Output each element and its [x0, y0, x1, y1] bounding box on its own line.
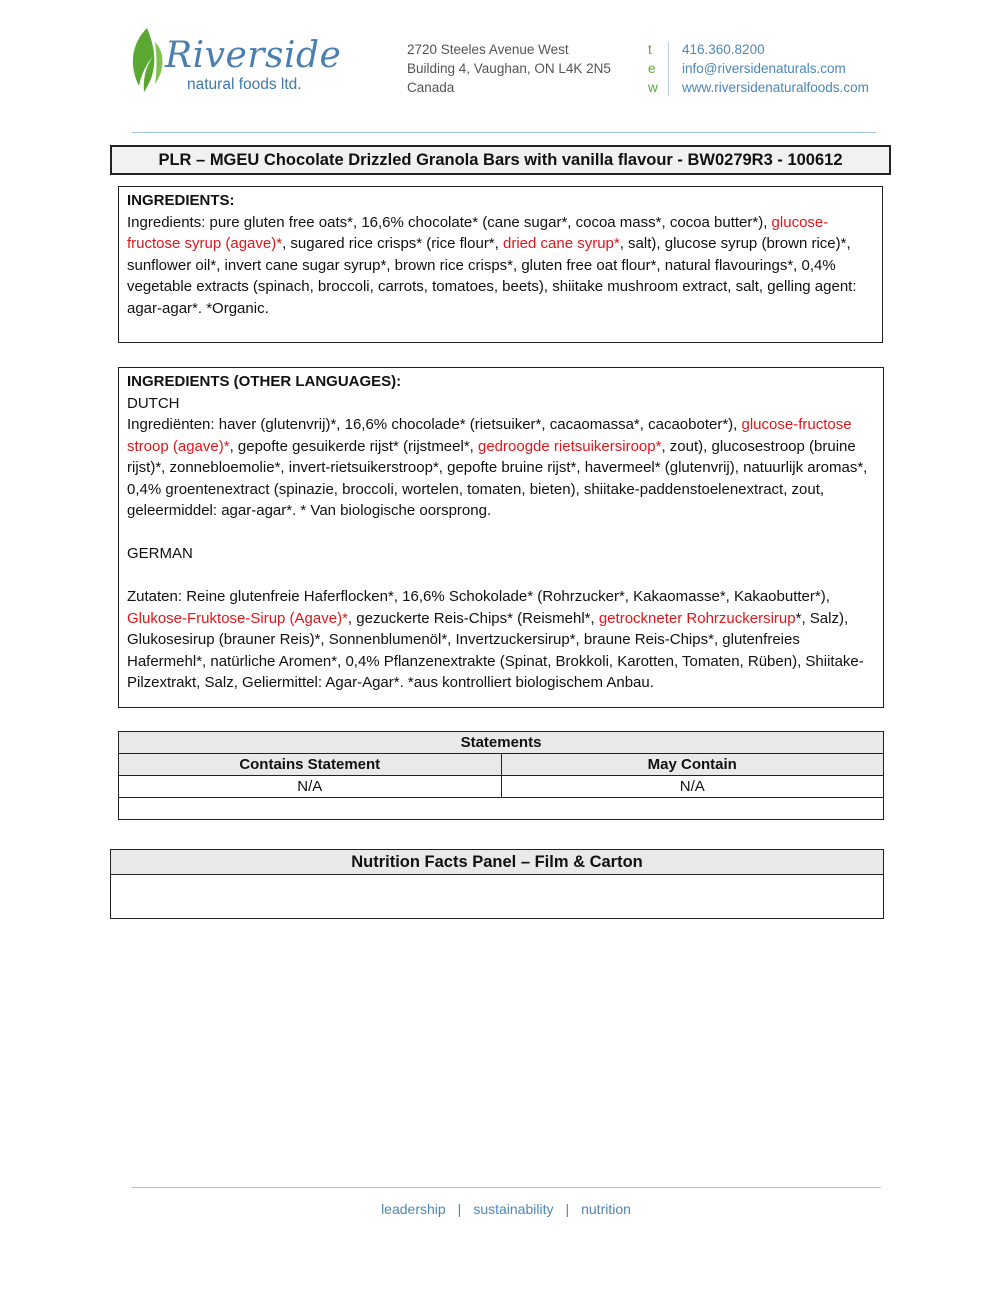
ingredients-heading: INGREDIENTS: [127, 192, 235, 209]
highlighted-ingredient: Glukose-Fruktose-Sirup (Agave)* [127, 609, 348, 627]
ingredients-text-part: , gepofte gesuikerde rijst* (rijstmeel*, [229, 437, 478, 455]
address-line: Building 4, Vaughan, ON L4K 2N5 [407, 61, 611, 76]
table-row [119, 754, 884, 776]
contains-statement-header: Contains Statement [119, 754, 502, 776]
phone-label: t [648, 42, 652, 57]
statements-table [118, 731, 884, 820]
footer-separator: | [457, 1201, 462, 1217]
statements-title: Statements [119, 732, 884, 754]
footer-item: sustainability [473, 1201, 554, 1217]
empty-row-cell [119, 798, 884, 820]
ingredients-text-part: , salt), glucose syrup (brown rice)*, sunflower oil*, invert cane sugar syrup*, brown rice crisps*, gluten free oat flour*, natural flavourings*, 0,4% vegetable extracts (spinach, broccoli, carrots, tomatoes, beets), shiitake mushroom extract, salt, gelling agent: agar-agar*. *Organic. [127, 235, 857, 317]
highlighted-ingredient: glucose-fructose syrup (agave)* [127, 213, 829, 252]
contact-divider [668, 42, 669, 96]
logo-name: Riverside [165, 35, 342, 76]
ingredients-text-part: Zutaten: Reine glutenfreie Haferflocken*, 16,6% Schokolade* (Rohrzucker*, Kakaomasse*, Kakaobutter*), [127, 588, 830, 605]
footer-item: leadership [381, 1201, 446, 1217]
contains-statement-value: N/A [119, 776, 502, 798]
email-address[interactable]: info@riversidenaturals.com [682, 61, 846, 76]
footer-tagline [0, 1201, 1000, 1217]
table-row [119, 732, 884, 754]
nutrition-facts-title: Nutrition Facts Panel – Film & Carton [111, 850, 883, 875]
footer-separator: | [565, 1201, 570, 1217]
ingredients-text-part: , sugared rice crisps* (rice flour*, [282, 235, 503, 252]
company-address [407, 40, 611, 97]
contact-values [682, 40, 869, 97]
nutrition-facts-box [110, 849, 884, 919]
german-label: GERMAN [127, 545, 193, 562]
document-title: PLR – MGEU Chocolate Drizzled Granola Bars with vanilla flavour - BW0279R3 - 100612 [110, 145, 891, 175]
ingredients-text-part: Ingredients: pure gluten free oats*, 16,6% chocolate* (cane sugar*, cocoa mass*, cocoa butter*), [127, 213, 772, 231]
footer-item: nutrition [581, 1201, 631, 1217]
address-line: 2720 Steeles Avenue West [407, 42, 569, 57]
ingredients-text [127, 212, 874, 320]
table-row [119, 776, 884, 798]
ingredients-text-part: , gezuckerte Reis-Chips* (Reismehl*, [347, 609, 599, 627]
header-divider [132, 132, 876, 133]
company-logo [125, 26, 350, 98]
highlighted-ingredient: gedroogde rietsuikersiroop* [478, 437, 662, 455]
ingredients-text-part: *, Salz), Glukosesirup (brauner Reis)*, Sonnenblumenöl*, Invertzuckersirup*, braune Reis-Chips*, glutenfreies Hafermehl*, natürliche Aromen*, 0,4% Pflanzenextrakte (Spinat, Brokkoli, Karotten, Tomaten, Rüben), Shiitake-Pilzextrakt, Salz, Geliermittel: Agar-Agar*. *aus kontrolliert biologischem Anbau. [127, 609, 864, 691]
may-contain-header: May Contain [501, 754, 884, 776]
email-label: e [648, 61, 656, 76]
ingredients-text-part: Ingrediënten: haver (glutenvrij)*, 16,6% chocolade* (rietsuiker*, cacaomassa*, cacaoboter*), [127, 416, 742, 433]
dutch-ingredients [127, 414, 875, 522]
logo-subtitle: natural foods ltd. [187, 76, 302, 93]
footer-divider [132, 1187, 881, 1188]
contact-labels [648, 40, 658, 97]
web-label: w [648, 80, 658, 95]
highlighted-ingredient: glucose-fructose stroop (agave)* [127, 416, 852, 455]
table-row [119, 798, 884, 820]
address-line: Canada [407, 80, 455, 95]
may-contain-value: N/A [501, 776, 884, 798]
ingredients-box [118, 186, 883, 343]
ingredients-text-part: , zout), glucosestroop (bruine rijst)*, zonnebloemolie*, invert-rietsuikerstroop*, gepofte bruine rijst*, havermeel* (glutenvrij), natuurlijk aromas*, 0,4% groentenextract (spinazie, broccoli, wortelen, tomaten, bieten), shiitake-paddenstoelenextract, zout, geleermiddel: agar-agar*. * Van biologische oorsprong. [127, 437, 868, 519]
other-languages-heading: INGREDIENTS (OTHER LANGUAGES): [127, 373, 402, 390]
highlighted-ingredient: getrockneter Rohrzuckersirup [598, 609, 796, 627]
german-ingredients [127, 586, 875, 694]
other-languages-box [118, 367, 884, 708]
website-url[interactable]: www.riversidenaturalfoods.com [682, 80, 869, 95]
highlighted-ingredient: dried cane syrup* [502, 235, 620, 252]
dutch-label: DUTCH [127, 394, 180, 412]
phone-number: 416.360.8200 [682, 42, 765, 57]
